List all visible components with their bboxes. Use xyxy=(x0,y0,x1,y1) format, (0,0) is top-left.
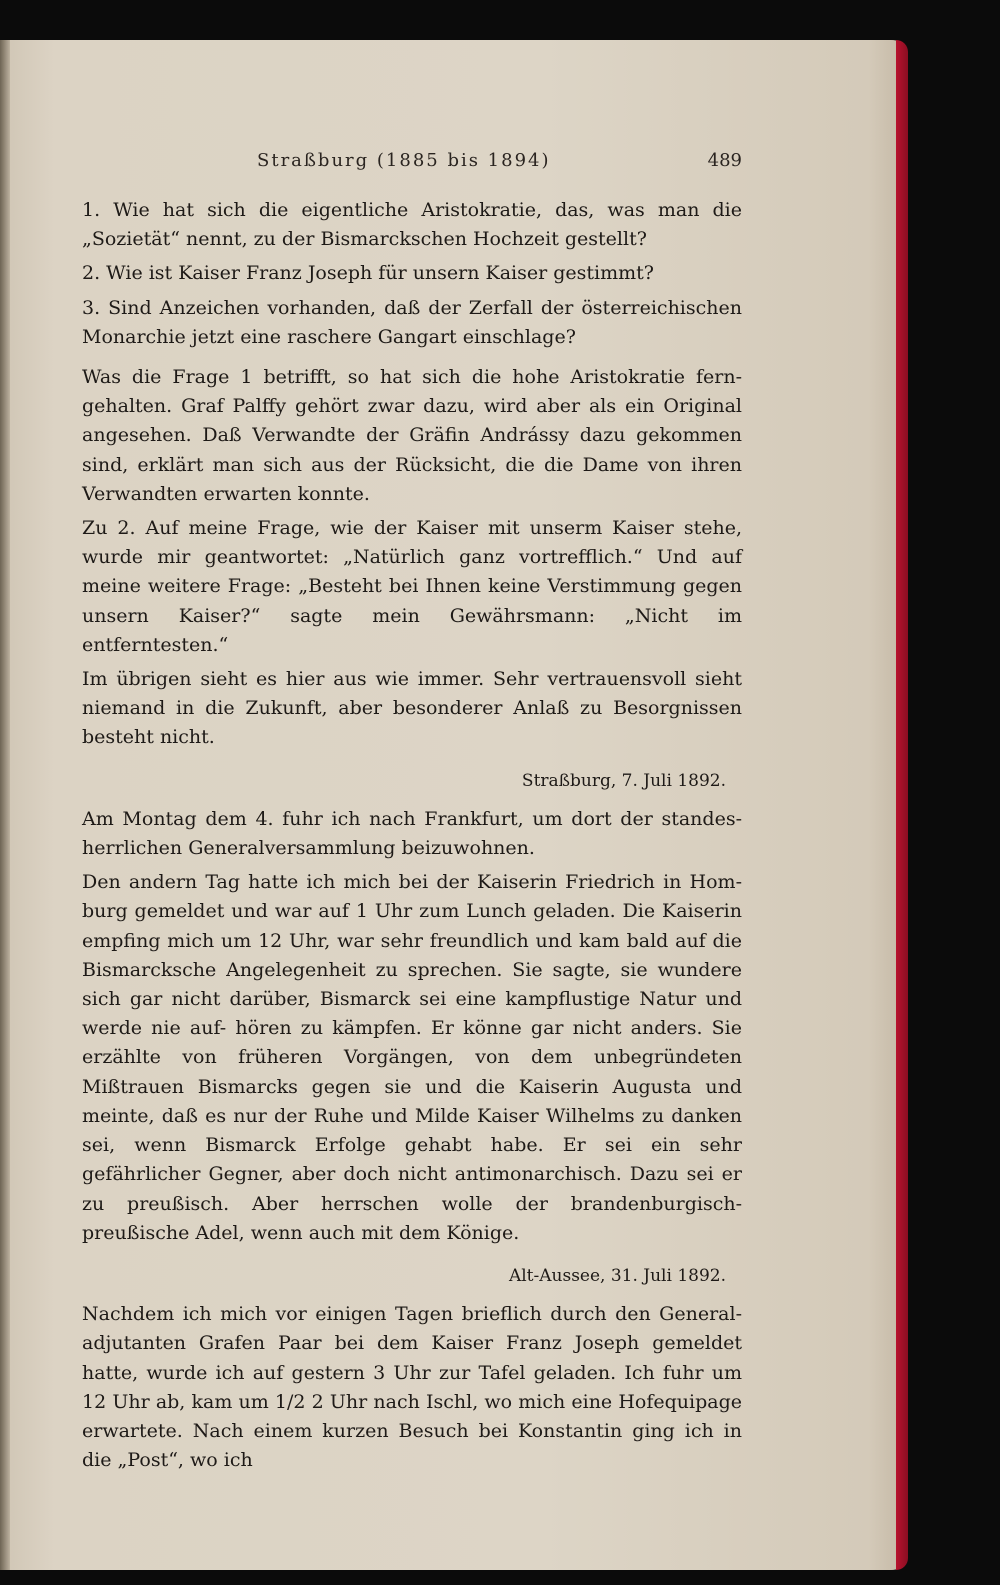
question-3: 3. Sind Anzeichen vorhanden, daß der Zerfall der österreichischen Monarchie jetzt eine raschere Gangart einschlage? xyxy=(82,296,742,348)
body-text xyxy=(82,196,742,1480)
paragraph-frankfurt: Am Montag dem 4. fuhr ich nach Frankfurt, um dort der standes- herrlichen Generalversammlung beizuwohnen. xyxy=(82,807,742,860)
paragraph-homburg: Den andern Tag hatte ich mich bei der Kaiserin Friedrich in Hom- burg gemeldet und war auf 1 Uhr zum Lunch geladen. Die Kaiserin empfing mich um 12 Uhr, war sehr freundlich und kam bald auf die Bismarcksche Angelegenheit zu sprechen. Sie sagte, sie wundere sich gar nicht darüber, Bismarck sei eine kampflustige Natur und werde nie auf- hören zu kämpfen. Er könne gar nicht anders. Sie erzählte von früheren Vorgängen, von dem unbegründeten Mißtrauen Bismarcks gegen sie und die Kaiserin Augusta und meinte, daß es nur der Ruhe und Milde Kaiser Wilhelms zu danken sei, wenn Bismarck Erfolge gehabt habe. Er sei ein sehr gefährlicher Gegner, aber doch nicht antimonarchisch. Dazu sei er zu preußisch. Aber herrschen wolle der brandenburgisch-preußische Adel, wenn auch mit dem Könige. xyxy=(82,871,742,1244)
question-2: 2. Wie ist Kaiser Franz Joseph für unsern Kaiser gestimmt? xyxy=(82,262,654,285)
running-header xyxy=(82,150,742,171)
paragraph-ischl: Nachdem ich mich vor einigen Tagen brieflich durch den General- adjutanten Grafen Paar bei dem Kaiser Franz Joseph gemeldet hatte, wurde ich auf gestern 3 Uhr zur Tafel geladen. Ich fuhr um 12 Uhr ab, kam um 1/2 2 Uhr nach Ischl, wo mich eine Hofequipage erwartete. Nach einem kurzen Besuch bei Konstantin ging ich in die „Post“, wo ich xyxy=(82,1303,742,1472)
dateline-strassburg: Straßburg, 7. Juli 1892. xyxy=(521,770,726,791)
red-page-edge xyxy=(896,40,908,1570)
page-gutter xyxy=(0,40,10,1570)
question-1: 1. Wie hat sich die eigentliche Aristokratie, das, was man die „Sozietät“ nennt, zu der Bismarckschen Hochzeit gestellt? xyxy=(82,199,742,251)
paragraph-answer-2: Zu 2. Auf meine Frage, wie der Kaiser mit unserm Kaiser stehe, wurde mir geantwortet: „Natürlich ganz vortrefflich.“ Und auf meine weitere Frage: „Besteht bei Ihnen keine Verstimmung gegen unsern Kaiser?“ sagte mein Gewährsmann: „Nicht im entferntesten.“ xyxy=(82,517,742,656)
page-number: 489 xyxy=(707,150,742,171)
dateline-alt-aussee: Alt-Aussee, 31. Juli 1892. xyxy=(508,1265,726,1286)
running-title: Straßburg (1885 bis 1894) xyxy=(257,150,551,171)
paragraph-summary: Im übrigen sieht es hier aus wie immer. Sehr vertrauensvoll sieht niemand in die Zukunft, aber besonderer Anlaß zu Besorgnissen besteht nicht. xyxy=(82,668,742,749)
paragraph-answer-1: Was die Frage 1 betrifft, so hat sich die hohe Aristokratie fern- gehalten. Graf Palffy gehört zwar dazu, wird aber als ein Original angesehen. Daß Verwandte der Gräfin Andrássy dazu gekommen sind, erklärt man sich aus der Rücksicht, die die Dame von ihren Verwandten erwarten konnte. xyxy=(82,366,742,505)
